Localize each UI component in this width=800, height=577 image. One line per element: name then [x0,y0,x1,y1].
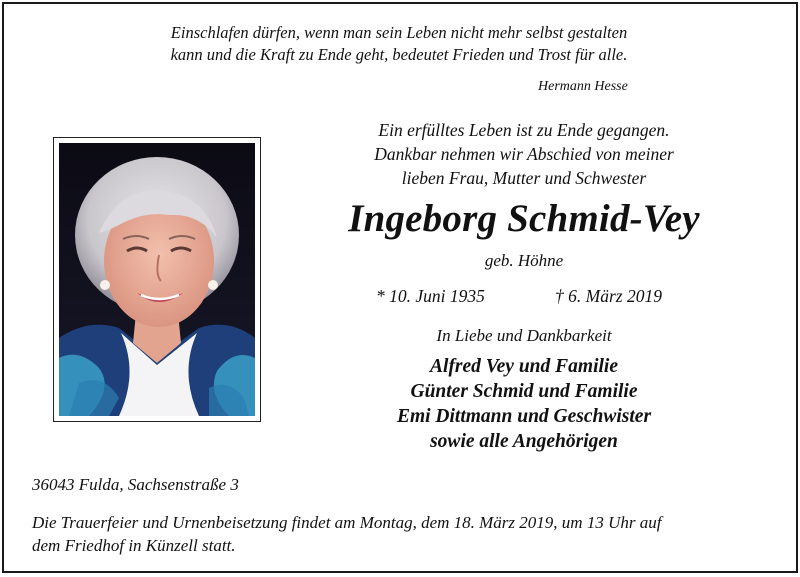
death-date: † 6. März 2019 [555,286,662,306]
service-line: Die Trauerfeier und Urnenbeisetzung findet am Montag, dem 18. März 2019, um 13 Uhr auf [32,513,662,532]
mourner-entry: Günter Schmid und Familie [410,381,638,402]
portrait-photo-frame [53,137,261,422]
quote-line: kann und die Kraft zu Ende geht, bedeutet Frieden und Trost für alle. [170,45,628,64]
mourner-entry: sowie alle Angehörigen [430,431,618,452]
intro-text [304,118,744,190]
quote-author: Hermann Hesse [538,79,628,94]
service-line: dem Friedhof in Künzell statt. [32,536,236,555]
mourner-entry: Emi Dittmann und Geschwister [396,406,652,427]
service-info [32,511,792,557]
mourners-list [304,354,744,454]
obituary-notice [2,2,798,573]
maiden-name: geb. Höhne [484,251,564,270]
quote [4,22,794,66]
mourner-entry: Alfred Vey und Familie [430,356,618,377]
quote-line: Einschlafen dürfen, wenn man sein Leben nicht mehr selbst gestalten [170,23,628,42]
address: 36043 Fulda, Sachsenstraße 3 [32,475,239,494]
portrait-photo [59,143,255,416]
intro-line: Ein erfülltes Leben ist zu Ende gegangen. [378,120,670,140]
gratitude-line: In Liebe und Dankbarkeit [436,326,612,345]
deceased-name: Ingeborg Schmid-Vey [348,197,700,240]
birth-date: * 10. Juni 1935 [376,286,485,306]
intro-line: lieben Frau, Mutter und Schwester [401,168,647,188]
intro-line: Dankbar nehmen wir Abschied von meiner [374,144,674,164]
